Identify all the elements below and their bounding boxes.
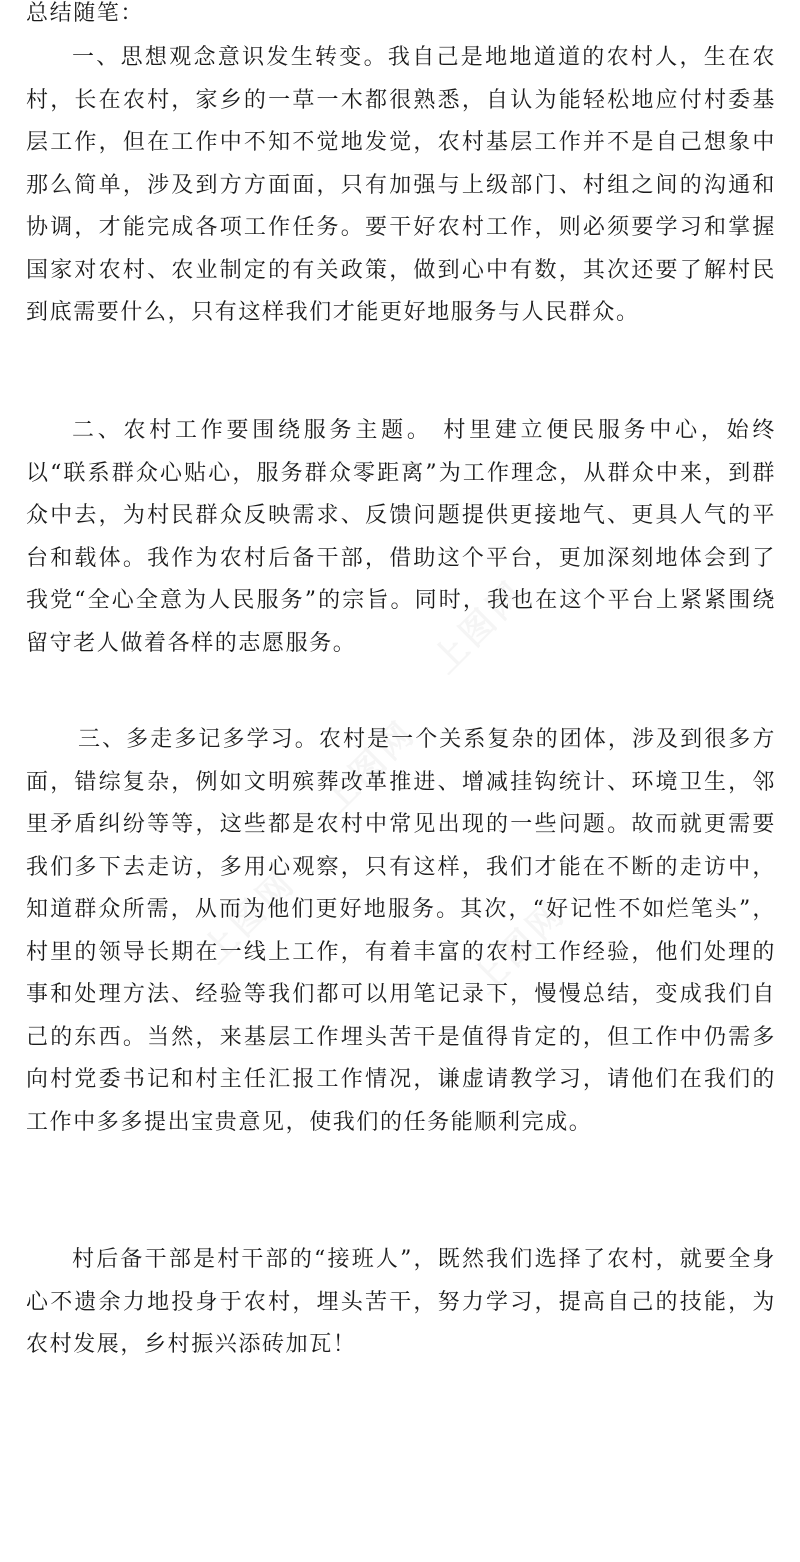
watermark: 上图网	[315, 712, 424, 822]
document-heading: 总结随笔：	[26, 1, 145, 26]
paragraph-walk-record-learn: 三、多走多记多学习。农村是一个关系复杂的团体，涉及到很多方面，错综复杂，例如文明殡葬改革推进、增减挂钩统计、环境卫生，邻里矛盾纠纷等等，这些都是农村中常见出现的一些问题。故而就更需要我们多下去走访，多用心观察，只有这样，我们才能在不断的走访中，知道群众所需，从而为他们更好地服务。其次，“好记性不如烂笔头”，村里的领导长期在一线上工作，有着丰富的农村工作经验，他们处理的事和处理方法、经验等我们都可以用笔记录下，慢慢总结，变成我们自己的东西。当然，来基层工作埋头苦干是值得肯定的，但工作中仍需多向村党委书记和村主任汇报工作情况，谦虚请教学习，请他们在我们的工作中多多提出宝贵意见，使我们的任务能顺利完成。	[26, 727, 776, 1135]
paragraph-service-theme: 二、农村工作要围绕服务主题。 村里建立便民服务中心，始终以“联系群众心贴心，服务群众零距离”为工作理念，从群众中来，到群众中去，为村民群众反映需求、反馈问题提供更接地气、更具人气的平台和载体。我作为农村后备干部，借助这个平台，更加深刻地体会到了我党“全心全意为人民服务”的宗旨。同时，我也在这个平台上紧紧围绕留守老人做着各样的志愿服务。	[26, 418, 776, 656]
watermark: 上图网	[195, 862, 304, 972]
watermark: 上图网	[465, 892, 574, 1002]
paragraph-mindset-change: 一、思想观念意识发生转变。我自己是地地道道的农村人，生在农村，长在农村，家乡的一草一木都很熟悉，自认为能轻松地应付村委基层工作，但在工作中不知不觉地发觉，农村基层工作并不是自己想象中那么简单，涉及到方方面面，只有加强与上级部门、村组之间的沟通和协调，才能完成各项工作任务。要干好农村工作，则必须要学习和掌握国家对农村、农业制定的有关政策，做到心中有数，其次还要了解村民到底需要什么，只有这样我们才能更好地服务与人民群众。	[26, 45, 776, 325]
paragraph-conclusion: 村后备干部是村干部的“接班人”，既然我们选择了农村，就要全身心不遗余力地投身于农村，埋头苦干，努力学习，提高自己的技能，为农村发展，乡村振兴添砖加瓦！	[26, 1247, 776, 1357]
watermark: 上图网	[425, 572, 534, 682]
